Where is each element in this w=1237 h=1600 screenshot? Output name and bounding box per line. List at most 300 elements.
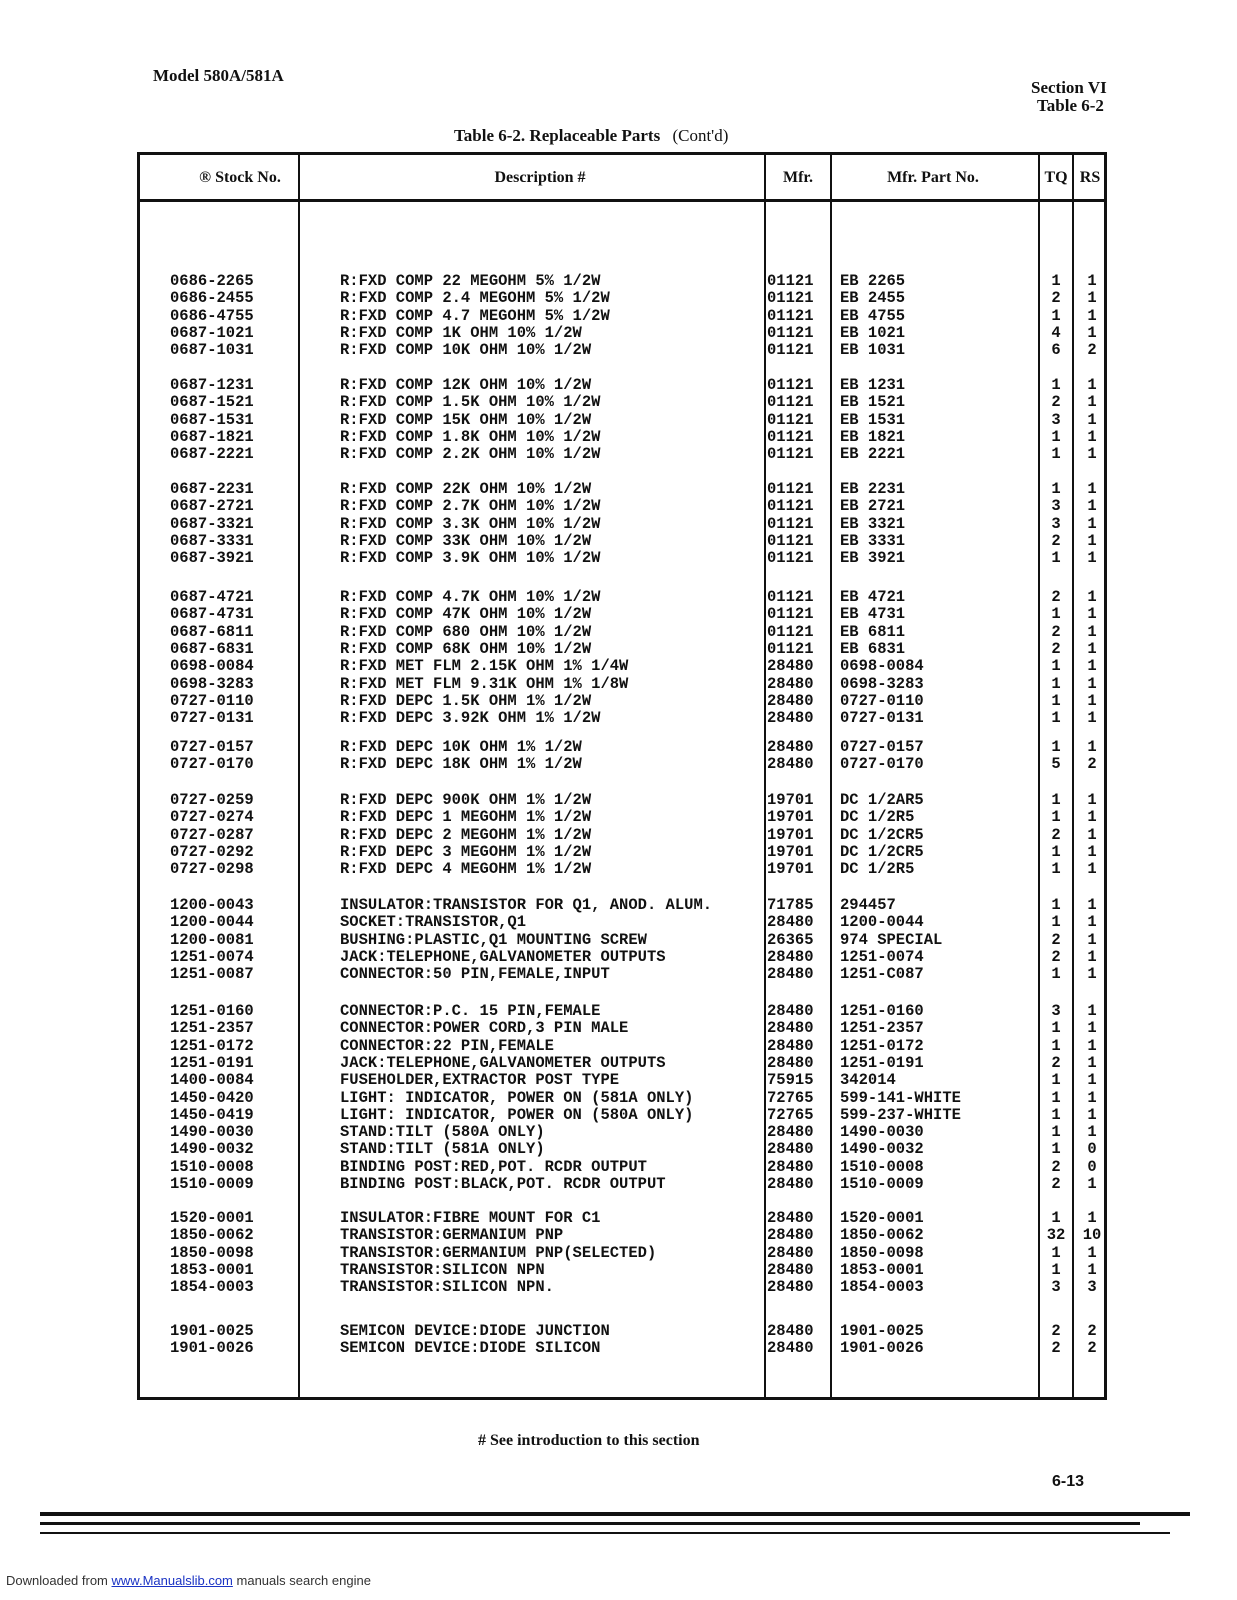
watermark-link[interactable]: www.Manualslib.com bbox=[111, 1573, 233, 1588]
part-stock-cell: 1854-0003 bbox=[170, 1278, 254, 1297]
part-mfr-cell: 01121 bbox=[767, 622, 814, 641]
part-desc-cell: R:FXD COMP 68K OHM 10% 1/2W bbox=[340, 639, 592, 658]
part-desc-cell: LIGHT: INDICATOR, POWER ON (580A ONLY) bbox=[340, 1105, 694, 1124]
part-part-cell: 1901-0026 bbox=[840, 1339, 924, 1358]
part-part-cell: 0727-0157 bbox=[840, 738, 924, 756]
part-part-cell: DC 1/2R5 bbox=[840, 860, 915, 879]
part-part-cell: 0727-0110 bbox=[840, 691, 924, 710]
part-desc-cell: TRANSISTOR:SILICON NPN. bbox=[340, 1278, 554, 1297]
part-desc-cell: R:FXD COMP 22K OHM 10% 1/2W bbox=[340, 480, 592, 498]
part-tq-cell: 1 bbox=[1051, 1105, 1061, 1124]
part-part-cell: EB 2265 bbox=[840, 272, 906, 290]
part-mfr-cell: 01121 bbox=[767, 341, 814, 360]
part-part-cell: 1901-0025 bbox=[840, 1322, 924, 1340]
part-stock-cell: 1850-0062 bbox=[170, 1226, 254, 1245]
part-tq-cell: 1 bbox=[1051, 376, 1061, 394]
section-label: Section VI bbox=[1031, 78, 1107, 97]
part-mfr-cell: 01121 bbox=[767, 427, 814, 446]
part-rs-cell: 1 bbox=[1087, 738, 1097, 756]
part-part-cell: DC 1/2AR5 bbox=[840, 791, 924, 809]
part-rs-cell: 1 bbox=[1087, 376, 1097, 394]
header-divider bbox=[140, 199, 1104, 202]
part-rs-cell: 1 bbox=[1087, 691, 1097, 710]
part-stock-cell: 0687-2721 bbox=[170, 497, 254, 516]
part-mfr-cell: 28480 bbox=[767, 674, 814, 693]
part-part-cell: EB 2721 bbox=[840, 497, 906, 516]
part-mfr-cell: 28480 bbox=[767, 1036, 814, 1055]
parts-table bbox=[137, 152, 1107, 1400]
part-stock-cell: 1450-0420 bbox=[170, 1088, 254, 1107]
part-part-cell: EB 3321 bbox=[840, 514, 906, 533]
part-desc-cell: INSULATOR:TRANSISTOR FOR Q1, ANOD. ALUM. bbox=[340, 896, 713, 914]
part-stock-cell: 1510-0008 bbox=[170, 1157, 254, 1176]
part-desc-cell: TRANSISTOR:GERMANIUM PNP(SELECTED) bbox=[340, 1243, 657, 1262]
part-rs-cell: 1 bbox=[1087, 965, 1097, 984]
part-rs-cell: 1 bbox=[1087, 480, 1097, 498]
part-mfr-cell: 01121 bbox=[767, 497, 814, 516]
part-rs-cell: 1 bbox=[1087, 410, 1097, 429]
part-tq-cell: 2 bbox=[1051, 1322, 1061, 1340]
part-rs-cell: 1 bbox=[1087, 657, 1097, 676]
part-part-cell: DC 1/2CR5 bbox=[840, 825, 924, 844]
part-mfr-cell: 01121 bbox=[767, 480, 814, 498]
col-divider-3 bbox=[830, 155, 832, 1397]
part-desc-cell: TRANSISTOR:GERMANIUM PNP bbox=[340, 1226, 564, 1245]
part-tq-cell: 1 bbox=[1051, 808, 1061, 827]
part-mfr-cell: 28480 bbox=[767, 1260, 814, 1279]
part-tq-cell: 1 bbox=[1051, 549, 1061, 568]
part-part-cell: 1510-0008 bbox=[840, 1157, 924, 1176]
part-desc-cell: R:FXD COMP 1.5K OHM 10% 1/2W bbox=[340, 393, 601, 412]
watermark-prefix: Downloaded from bbox=[6, 1573, 108, 1588]
part-tq-cell: 3 bbox=[1051, 1278, 1061, 1297]
part-desc-cell: R:FXD DEPC 10K OHM 1% 1/2W bbox=[340, 738, 582, 756]
part-desc-cell: R:FXD COMP 12K OHM 10% 1/2W bbox=[340, 376, 592, 394]
part-desc-cell: BUSHING:PLASTIC,Q1 MOUNTING SCREW bbox=[340, 930, 647, 949]
part-stock-cell: 0687-1521 bbox=[170, 393, 254, 412]
part-desc-cell: R:FXD COMP 2.7K OHM 10% 1/2W bbox=[340, 497, 601, 516]
col-divider-1 bbox=[298, 155, 300, 1397]
part-rs-cell: 1 bbox=[1087, 549, 1097, 568]
part-part-cell: 0727-0131 bbox=[840, 709, 924, 728]
part-rs-cell: 0 bbox=[1087, 1157, 1097, 1176]
part-part-cell: EB 2455 bbox=[840, 289, 906, 308]
part-part-cell: 342014 bbox=[840, 1071, 896, 1090]
part-part-cell: 1251-C087 bbox=[840, 965, 924, 984]
watermark-suffix: manuals search engine bbox=[236, 1573, 371, 1588]
part-desc-cell: JACK:TELEPHONE,GALVANOMETER OUTPUTS bbox=[340, 1053, 666, 1072]
part-stock-cell: 0687-6811 bbox=[170, 622, 254, 641]
part-stock-cell: 1490-0032 bbox=[170, 1140, 254, 1159]
part-mfr-cell: 28480 bbox=[767, 1339, 814, 1358]
part-rs-cell: 1 bbox=[1087, 605, 1097, 624]
part-mfr-cell: 28480 bbox=[767, 738, 814, 756]
part-tq-cell: 2 bbox=[1051, 1053, 1061, 1072]
part-part-cell: EB 4721 bbox=[840, 588, 906, 606]
part-desc-cell: LIGHT: INDICATOR, POWER ON (581A ONLY) bbox=[340, 1088, 694, 1107]
part-stock-cell: 0686-2265 bbox=[170, 272, 254, 290]
part-stock-cell: 1251-0160 bbox=[170, 1002, 254, 1020]
part-mfr-cell: 28480 bbox=[767, 1002, 814, 1020]
part-part-cell: EB 2221 bbox=[840, 445, 906, 464]
part-rs-cell: 1 bbox=[1087, 1002, 1097, 1020]
part-stock-cell: 1450-0419 bbox=[170, 1105, 254, 1124]
part-rs-cell: 1 bbox=[1087, 445, 1097, 464]
part-stock-cell: 1200-0044 bbox=[170, 913, 254, 932]
part-part-cell: EB 1021 bbox=[840, 323, 906, 342]
part-desc-cell: R:FXD DEPC 1 MEGOHM 1% 1/2W bbox=[340, 808, 592, 827]
part-desc-cell: INSULATOR:FIBRE MOUNT FOR C1 bbox=[340, 1209, 601, 1227]
part-desc-cell: JACK:TELEPHONE,GALVANOMETER OUTPUTS bbox=[340, 947, 666, 966]
part-tq-cell: 1 bbox=[1051, 1260, 1061, 1279]
part-desc-cell: R:FXD COMP 10K OHM 10% 1/2W bbox=[340, 341, 592, 360]
part-mfr-cell: 28480 bbox=[767, 965, 814, 984]
part-tq-cell: 1 bbox=[1051, 1071, 1061, 1090]
part-desc-cell: STAND:TILT (581A ONLY) bbox=[340, 1140, 545, 1159]
part-rs-cell: 1 bbox=[1087, 639, 1097, 658]
part-rs-cell: 1 bbox=[1087, 1071, 1097, 1090]
table-title-text: Table 6-2. Replaceable Parts bbox=[454, 126, 661, 145]
part-mfr-cell: 01121 bbox=[767, 445, 814, 464]
part-mfr-cell: 28480 bbox=[767, 691, 814, 710]
part-mfr-cell: 01121 bbox=[767, 605, 814, 624]
part-part-cell: EB 6831 bbox=[840, 639, 906, 658]
part-stock-cell: 0687-2231 bbox=[170, 480, 254, 498]
part-tq-cell: 1 bbox=[1051, 657, 1061, 676]
part-rs-cell: 1 bbox=[1087, 289, 1097, 308]
part-desc-cell: R:FXD COMP 47K OHM 10% 1/2W bbox=[340, 605, 592, 624]
part-mfr-cell: 01121 bbox=[767, 393, 814, 412]
part-part-cell: 1850-0062 bbox=[840, 1226, 924, 1245]
part-rs-cell: 1 bbox=[1087, 808, 1097, 827]
part-tq-cell: 2 bbox=[1051, 947, 1061, 966]
part-tq-cell: 1 bbox=[1051, 1019, 1061, 1038]
part-desc-cell: CONNECTOR:P.C. 15 PIN,FEMALE bbox=[340, 1002, 601, 1020]
part-tq-cell: 1 bbox=[1051, 913, 1061, 932]
part-mfr-cell: 72765 bbox=[767, 1105, 814, 1124]
part-mfr-cell: 28480 bbox=[767, 1123, 814, 1142]
part-stock-cell: 0687-1531 bbox=[170, 410, 254, 429]
part-tq-cell: 1 bbox=[1051, 674, 1061, 693]
part-mfr-cell: 19701 bbox=[767, 791, 814, 809]
part-stock-cell: 0698-0084 bbox=[170, 657, 254, 676]
part-rs-cell: 1 bbox=[1087, 497, 1097, 516]
part-tq-cell: 3 bbox=[1051, 514, 1061, 533]
part-mfr-cell: 28480 bbox=[767, 1019, 814, 1038]
part-mfr-cell: 72765 bbox=[767, 1088, 814, 1107]
footnote: # See introduction to this section bbox=[478, 1432, 700, 1449]
part-stock-cell: 0727-0157 bbox=[170, 738, 254, 756]
part-rs-cell: 3 bbox=[1087, 1278, 1097, 1297]
part-rs-cell: 1 bbox=[1087, 1036, 1097, 1055]
part-part-cell: EB 2231 bbox=[840, 480, 906, 498]
part-rs-cell: 2 bbox=[1087, 341, 1097, 360]
part-stock-cell: 1400-0084 bbox=[170, 1071, 254, 1090]
part-part-cell: EB 3331 bbox=[840, 531, 906, 550]
part-stock-cell: 0687-4721 bbox=[170, 588, 254, 606]
part-part-cell: EB 4755 bbox=[840, 306, 906, 325]
part-mfr-cell: 01121 bbox=[767, 531, 814, 550]
part-mfr-cell: 01121 bbox=[767, 588, 814, 606]
part-mfr-cell: 28480 bbox=[767, 1140, 814, 1159]
part-stock-cell: 0727-0110 bbox=[170, 691, 254, 710]
part-desc-cell: R:FXD COMP 1K OHM 10% 1/2W bbox=[340, 323, 582, 342]
part-rs-cell: 2 bbox=[1087, 1322, 1097, 1340]
col-header-tq: TQ bbox=[1044, 169, 1068, 186]
bottom-rule-2 bbox=[40, 1522, 1140, 1525]
part-rs-cell: 1 bbox=[1087, 860, 1097, 879]
bottom-rule-3 bbox=[40, 1532, 1170, 1534]
part-desc-cell: FUSEHOLDER,EXTRACTOR POST TYPE bbox=[340, 1071, 620, 1090]
part-tq-cell: 2 bbox=[1051, 825, 1061, 844]
part-tq-cell: 1 bbox=[1051, 965, 1061, 984]
part-desc-cell: R:FXD COMP 3.3K OHM 10% 1/2W bbox=[340, 514, 601, 533]
part-stock-cell: 0687-3331 bbox=[170, 531, 254, 550]
part-mfr-cell: 28480 bbox=[767, 1243, 814, 1262]
part-stock-cell: 1251-2357 bbox=[170, 1019, 254, 1038]
part-tq-cell: 2 bbox=[1051, 289, 1061, 308]
part-stock-cell: 0687-4731 bbox=[170, 605, 254, 624]
part-part-cell: 1251-0160 bbox=[840, 1002, 924, 1020]
part-stock-cell: 0686-2455 bbox=[170, 289, 254, 308]
part-mfr-cell: 01121 bbox=[767, 639, 814, 658]
model-label: Model 580A/581A bbox=[153, 66, 284, 85]
part-part-cell: 1850-0098 bbox=[840, 1243, 924, 1262]
part-stock-cell: 0686-4755 bbox=[170, 306, 254, 325]
part-part-cell: 1490-0030 bbox=[840, 1123, 924, 1142]
part-mfr-cell: 01121 bbox=[767, 323, 814, 342]
part-rs-cell: 1 bbox=[1087, 1105, 1097, 1124]
part-tq-cell: 1 bbox=[1051, 272, 1061, 290]
part-stock-cell: 0687-1231 bbox=[170, 376, 254, 394]
table-ref-label: Table 6-2 bbox=[1037, 96, 1104, 115]
col-divider-4 bbox=[1038, 155, 1040, 1397]
part-rs-cell: 1 bbox=[1087, 323, 1097, 342]
part-part-cell: 1200-0044 bbox=[840, 913, 924, 932]
part-tq-cell: 4 bbox=[1051, 323, 1061, 342]
part-part-cell: EB 1231 bbox=[840, 376, 906, 394]
part-part-cell: 1520-0001 bbox=[840, 1209, 924, 1227]
part-mfr-cell: 01121 bbox=[767, 306, 814, 325]
col-header-rs: RS bbox=[1079, 169, 1101, 186]
part-rs-cell: 1 bbox=[1087, 531, 1097, 550]
part-rs-cell: 1 bbox=[1087, 1019, 1097, 1038]
part-rs-cell: 10 bbox=[1082, 1226, 1102, 1245]
part-desc-cell: BINDING POST:BLACK,POT. RCDR OUTPUT bbox=[340, 1175, 666, 1193]
part-part-cell: 0698-0084 bbox=[840, 657, 924, 676]
part-part-cell: 1490-0032 bbox=[840, 1140, 924, 1159]
part-mfr-cell: 01121 bbox=[767, 410, 814, 429]
part-rs-cell: 1 bbox=[1087, 306, 1097, 325]
part-rs-cell: 1 bbox=[1087, 896, 1097, 914]
download-watermark bbox=[6, 1573, 371, 1588]
part-tq-cell: 1 bbox=[1051, 842, 1061, 861]
part-mfr-cell: 28480 bbox=[767, 947, 814, 966]
part-part-cell: 0727-0170 bbox=[840, 755, 924, 774]
part-rs-cell: 2 bbox=[1087, 755, 1097, 774]
part-stock-cell: 1520-0001 bbox=[170, 1209, 254, 1227]
part-rs-cell: 1 bbox=[1087, 913, 1097, 932]
part-part-cell: 1251-0074 bbox=[840, 947, 924, 966]
part-tq-cell: 1 bbox=[1051, 738, 1061, 756]
part-tq-cell: 3 bbox=[1051, 410, 1061, 429]
part-mfr-cell: 01121 bbox=[767, 289, 814, 308]
part-part-cell: 599-237-WHITE bbox=[840, 1105, 961, 1124]
part-tq-cell: 2 bbox=[1051, 393, 1061, 412]
part-tq-cell: 6 bbox=[1051, 341, 1061, 360]
part-mfr-cell: 28480 bbox=[767, 913, 814, 932]
part-part-cell: 294457 bbox=[840, 896, 896, 914]
part-desc-cell: R:FXD DEPC 900K OHM 1% 1/2W bbox=[340, 791, 592, 809]
part-tq-cell: 1 bbox=[1051, 1036, 1061, 1055]
part-tq-cell: 1 bbox=[1051, 445, 1061, 464]
part-rs-cell: 2 bbox=[1087, 1339, 1097, 1358]
part-desc-cell: R:FXD COMP 15K OHM 10% 1/2W bbox=[340, 410, 592, 429]
part-desc-cell: CONNECTOR:22 PIN,FEMALE bbox=[340, 1036, 554, 1055]
part-part-cell: EB 1531 bbox=[840, 410, 906, 429]
part-mfr-cell: 28480 bbox=[767, 1175, 814, 1193]
part-tq-cell: 5 bbox=[1051, 755, 1061, 774]
part-tq-cell: 1 bbox=[1051, 791, 1061, 809]
part-mfr-cell: 28480 bbox=[767, 1278, 814, 1297]
part-stock-cell: 1901-0025 bbox=[170, 1322, 254, 1340]
part-tq-cell: 2 bbox=[1051, 1339, 1061, 1358]
part-desc-cell: R:FXD COMP 22 MEGOHM 5% 1/2W bbox=[340, 272, 601, 290]
part-tq-cell: 2 bbox=[1051, 588, 1061, 606]
part-part-cell: 599-141-WHITE bbox=[840, 1088, 961, 1107]
part-desc-cell: TRANSISTOR:SILICON NPN bbox=[340, 1260, 545, 1279]
part-rs-cell: 1 bbox=[1087, 709, 1097, 728]
part-rs-cell: 1 bbox=[1087, 1260, 1097, 1279]
part-stock-cell: 1200-0043 bbox=[170, 896, 254, 914]
part-part-cell: EB 6811 bbox=[840, 622, 906, 641]
part-rs-cell: 1 bbox=[1087, 622, 1097, 641]
part-part-cell: 1251-2357 bbox=[840, 1019, 924, 1038]
part-rs-cell: 1 bbox=[1087, 427, 1097, 446]
part-desc-cell: R:FXD DEPC 3 MEGOHM 1% 1/2W bbox=[340, 842, 592, 861]
part-stock-cell: 0687-2221 bbox=[170, 445, 254, 464]
bottom-rule bbox=[40, 1512, 1190, 1516]
part-tq-cell: 2 bbox=[1051, 639, 1061, 658]
part-rs-cell: 0 bbox=[1087, 1140, 1097, 1159]
table-title-suffix: (Cont'd) bbox=[672, 126, 729, 145]
part-tq-cell: 2 bbox=[1051, 531, 1061, 550]
part-tq-cell: 1 bbox=[1051, 1123, 1061, 1142]
part-rs-cell: 1 bbox=[1087, 1088, 1097, 1107]
part-desc-cell: SEMICON DEVICE:DIODE SILICON bbox=[340, 1339, 601, 1358]
part-stock-cell: 0698-3283 bbox=[170, 674, 254, 693]
part-part-cell: 0698-3283 bbox=[840, 674, 924, 693]
part-mfr-cell: 28480 bbox=[767, 1226, 814, 1245]
part-part-cell: 1853-0001 bbox=[840, 1260, 924, 1279]
part-mfr-cell: 01121 bbox=[767, 272, 814, 290]
part-stock-cell: 1200-0081 bbox=[170, 930, 254, 949]
part-rs-cell: 1 bbox=[1087, 930, 1097, 949]
part-mfr-cell: 75915 bbox=[767, 1071, 814, 1090]
part-tq-cell: 1 bbox=[1051, 306, 1061, 325]
part-rs-cell: 1 bbox=[1087, 674, 1097, 693]
part-desc-cell: R:FXD DEPC 3.92K OHM 1% 1/2W bbox=[340, 709, 601, 728]
part-stock-cell: 1251-0191 bbox=[170, 1053, 254, 1072]
col-header-mfr: Mfr. bbox=[782, 169, 814, 186]
part-part-cell: 974 SPECIAL bbox=[840, 930, 943, 949]
part-stock-cell: 0687-1021 bbox=[170, 323, 254, 342]
col-header-part: Mfr. Part No. bbox=[887, 169, 979, 186]
part-part-cell: DC 1/2CR5 bbox=[840, 842, 924, 861]
part-stock-cell: 0727-0274 bbox=[170, 808, 254, 827]
part-stock-cell: 0727-0287 bbox=[170, 825, 254, 844]
part-stock-cell: 1490-0030 bbox=[170, 1123, 254, 1142]
part-desc-cell: R:FXD COMP 33K OHM 10% 1/2W bbox=[340, 531, 592, 550]
part-desc-cell: CONNECTOR:POWER CORD,3 PIN MALE bbox=[340, 1019, 629, 1038]
part-tq-cell: 1 bbox=[1051, 1243, 1061, 1262]
part-mfr-cell: 28480 bbox=[767, 755, 814, 774]
part-tq-cell: 1 bbox=[1051, 896, 1061, 914]
part-desc-cell: CONNECTOR:50 PIN,FEMALE,INPUT bbox=[340, 965, 610, 984]
part-part-cell: EB 3921 bbox=[840, 549, 906, 568]
part-mfr-cell: 28480 bbox=[767, 657, 814, 676]
part-rs-cell: 1 bbox=[1087, 1123, 1097, 1142]
part-stock-cell: 1850-0098 bbox=[170, 1243, 254, 1262]
part-stock-cell: 1251-0074 bbox=[170, 947, 254, 966]
part-rs-cell: 1 bbox=[1087, 1209, 1097, 1227]
part-mfr-cell: 19701 bbox=[767, 808, 814, 827]
part-rs-cell: 1 bbox=[1087, 1053, 1097, 1072]
table-title bbox=[454, 126, 728, 146]
part-rs-cell: 1 bbox=[1087, 791, 1097, 809]
part-mfr-cell: 26365 bbox=[767, 930, 814, 949]
part-stock-cell: 1853-0001 bbox=[170, 1260, 254, 1279]
part-desc-cell: R:FXD COMP 4.7K OHM 10% 1/2W bbox=[340, 588, 601, 606]
part-part-cell: EB 4731 bbox=[840, 605, 906, 624]
part-desc-cell: R:FXD DEPC 1.5K OHM 1% 1/2W bbox=[340, 691, 592, 710]
part-mfr-cell: 28480 bbox=[767, 1157, 814, 1176]
part-stock-cell: 1251-0172 bbox=[170, 1036, 254, 1055]
part-stock-cell: 0727-0292 bbox=[170, 842, 254, 861]
part-mfr-cell: 19701 bbox=[767, 842, 814, 861]
part-tq-cell: 1 bbox=[1051, 480, 1061, 498]
part-desc-cell: R:FXD COMP 4.7 MEGOHM 5% 1/2W bbox=[340, 306, 610, 325]
col-header-stock: ® Stock No. bbox=[199, 169, 281, 186]
part-tq-cell: 2 bbox=[1051, 622, 1061, 641]
part-tq-cell: 1 bbox=[1051, 691, 1061, 710]
part-rs-cell: 1 bbox=[1087, 1243, 1097, 1262]
part-part-cell: EB 1031 bbox=[840, 341, 906, 360]
part-mfr-cell: 28480 bbox=[767, 1053, 814, 1072]
part-tq-cell: 1 bbox=[1051, 427, 1061, 446]
part-rs-cell: 1 bbox=[1087, 1175, 1097, 1193]
col-header-description: Description # bbox=[494, 169, 586, 186]
part-rs-cell: 1 bbox=[1087, 588, 1097, 606]
part-mfr-cell: 01121 bbox=[767, 514, 814, 533]
part-tq-cell: 2 bbox=[1051, 1157, 1061, 1176]
part-tq-cell: 1 bbox=[1051, 1209, 1061, 1227]
part-rs-cell: 1 bbox=[1087, 842, 1097, 861]
part-desc-cell: R:FXD DEPC 2 MEGOHM 1% 1/2W bbox=[340, 825, 592, 844]
part-desc-cell: BINDING POST:RED,POT. RCDR OUTPUT bbox=[340, 1157, 647, 1176]
part-rs-cell: 1 bbox=[1087, 514, 1097, 533]
part-stock-cell: 1901-0026 bbox=[170, 1339, 254, 1358]
part-part-cell: DC 1/2R5 bbox=[840, 808, 915, 827]
part-stock-cell: 1251-0087 bbox=[170, 965, 254, 984]
part-part-cell: 1251-0191 bbox=[840, 1053, 924, 1072]
part-mfr-cell: 28480 bbox=[767, 1209, 814, 1227]
part-stock-cell: 0727-0298 bbox=[170, 860, 254, 879]
part-stock-cell: 0687-6831 bbox=[170, 639, 254, 658]
part-desc-cell: R:FXD DEPC 18K OHM 1% 1/2W bbox=[340, 755, 582, 774]
part-desc-cell: R:FXD MET FLM 2.15K OHM 1% 1/4W bbox=[340, 657, 629, 676]
part-tq-cell: 3 bbox=[1051, 497, 1061, 516]
